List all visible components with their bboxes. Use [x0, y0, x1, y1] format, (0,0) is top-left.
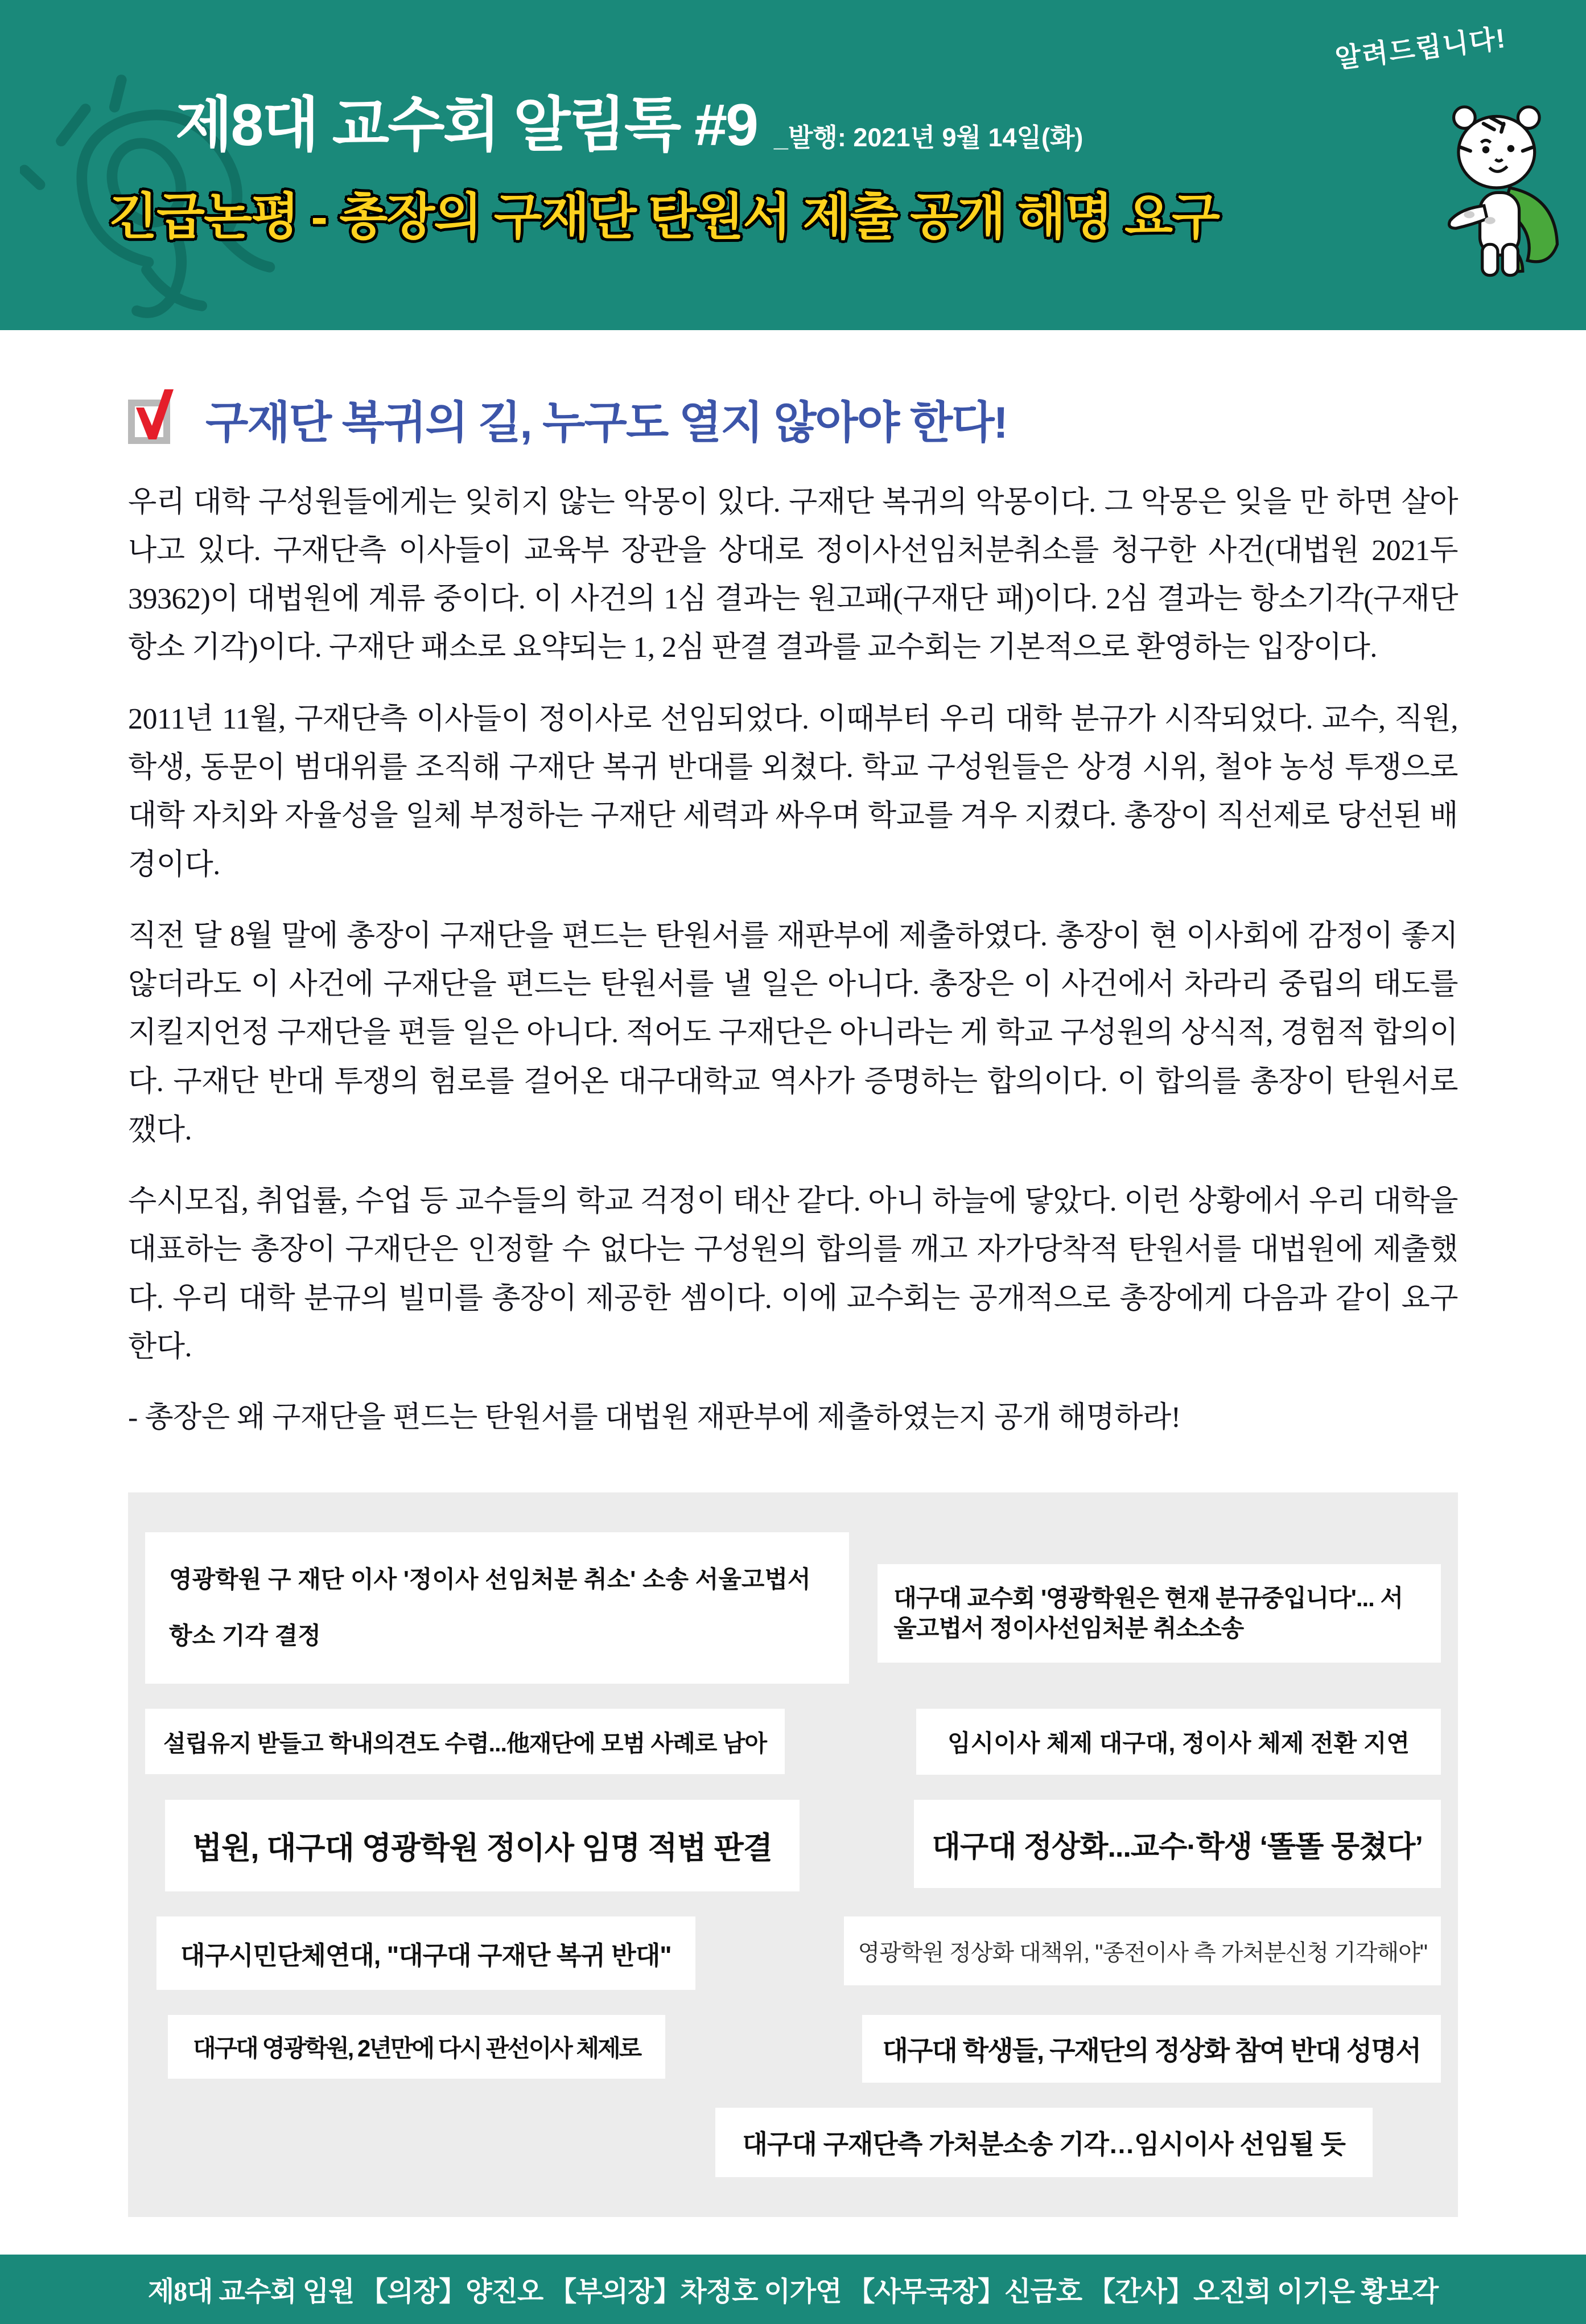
- header-banner: [0, 0, 1586, 330]
- news-headline: 영광학원 구 재단 이사 '정이사 선임처분 취소' 소송 서울고법서 항소 기각 결정: [145, 1532, 849, 1683]
- news-headline: 법원, 대구대 영광학원 정이사 임명 적법 판결: [165, 1800, 800, 1891]
- news-headline: 대구대 정상화...교수·학생 ‘똘똘 뭉쳤다’: [914, 1800, 1441, 1888]
- news-row: [145, 1532, 1441, 1683]
- news-row: [145, 2108, 1441, 2177]
- news-headline: 임시이사 체제 대구대, 정이사 체제 전환 지연: [916, 1709, 1441, 1775]
- header-subtitle: 긴급논평 - 총장의 구재단 탄원서 제출 공개 해명 요구: [109, 188, 1220, 245]
- paragraph: 수시모집, 취업률, 수업 등 교수들의 학교 걱정이 태산 같다. 아니 하늘에 닿았다. 이런 상황에서 우리 대학을 대표하는 총장이 구재단은 인정할 수 없다는 구성원의 합의를 깨고 자가당착적 탄원서를 대법원에 제출했다. 우리 대학 분규의 빌미를 총장이 제공한 셈이다. 이에 교수회는 공개적으로 총장에게 다음과 같이 요구한다.: [128, 1185, 1458, 1363]
- news-headline: 대구대 영광학원, 2년만에 다시 관선이사 체제로: [168, 2015, 665, 2079]
- news-headline: 영광학원 정상화 대책위, "종전이사 측 가처분신청 기각해야": [844, 1916, 1441, 1985]
- tiger-mascot-icon: [1433, 91, 1564, 285]
- checkbox-check-icon: [128, 387, 183, 444]
- news-headline: 대구대 구재단측 가처분소송 기각…임시이사 선임될 듯: [715, 2108, 1373, 2177]
- mascot-speech-text: 알려드립니다!: [1333, 22, 1508, 74]
- paragraph: 우리 대학 구성원들에게는 잊히지 않는 악몽이 있다. 구재단 복귀의 악몽이다. 그 악몽은 잊을 만 하면 살아나고 있다. 구재단측 이사들이 교육부 장관을 상대로 정이사선임처분취소를 청구한 사건(대법원 2021두 39362)이 대법원에 계류 중이다. 이 사건의 1심 결과는 원고패(구재단 패)이다. 2심 결과는 항소기각(구재단 항소 기각)이다. 구재단 패소로 요약되는 1, 2심 판결 결과를 교수회는 기본적으로 환영하는 입장이다.: [128, 486, 1458, 664]
- issue-date: _발행: 2021년 9월 14일(화): [773, 123, 1084, 152]
- footer-banner: [0, 2255, 1586, 2324]
- news-headline: 대구시민단체연대, "대구대 구재단 복귀 반대": [156, 1916, 695, 1990]
- news-row: [145, 1709, 1441, 1775]
- article-body: [0, 330, 1586, 2255]
- footer-officers: 제8대 교수회 임원 【의장】양진오 【부의장】차정호 이가연 【사무국장】신금호 【간사】오진희 이기은 황보각: [147, 2277, 1439, 2307]
- news-headline: 대구대 교수회 '영광학원은 현재 분규중입니다'... 서울고법서 정이사선임처분 취소소송: [878, 1564, 1441, 1663]
- article-headline: 구재단 복귀의 길, 누구도 열지 않아야 한다!: [205, 397, 1007, 447]
- demand-statement: - 총장은 왜 구재단을 편드는 탄원서를 대법원 재판부에 제출하였는지 공개 해명하라!: [128, 1401, 1181, 1434]
- news-headline: 설립유지 받들고 학내의견도 수렴...他재단에 모범 사례로 남아: [145, 1709, 785, 1774]
- page-title: 제8대 교수회 알림톡 #9: [175, 92, 757, 158]
- news-headline: 대구대 학생들, 구재단의 정상화 참여 반대 성명서: [862, 2015, 1441, 2083]
- news-clippings-section: [128, 1492, 1458, 2216]
- header-title-row: [175, 92, 1084, 158]
- news-row: [145, 1916, 1441, 1990]
- paragraph: 직전 달 8월 말에 총장이 구재단을 편드는 탄원서를 재판부에 제출하였다. 총장이 현 이사회에 감정이 좋지 않더라도 이 사건에 구재단을 편드는 탄원서를 낼 일은 아니다. 총장은 이 사건에서 차라리 중립의 태도를 지킬지언정 구재단을 편들 일은 아니다. 적어도 구재단은 아니라는 게 학교 구성원의 상식적, 경험적 합의이다. 구재단 반대 투쟁의 험로를 걸어온 대구대학교 역사가 증명하는 합의이다. 이 합의를 총장이 탄원서로 깼다.: [128, 919, 1458, 1146]
- news-row: [145, 2015, 1441, 2083]
- news-row: [145, 1800, 1441, 1891]
- article-headline-row: [128, 387, 1458, 449]
- paragraph: 2011년 11월, 구재단측 이사들이 정이사로 선임되었다. 이때부터 우리 대학 분규가 시작되었다. 교수, 직원, 학생, 동문이 범대위를 조직해 구재단 복귀 반대를 외쳤다. 학교 구성원들은 상경 시위, 철야 농성 투쟁으로 대학 자치와 자율성을 일체 부정하는 구재단 세력과 싸우며 학교를 겨우 지켰다. 총장이 직선제로 당선된 배경이다.: [128, 702, 1458, 881]
